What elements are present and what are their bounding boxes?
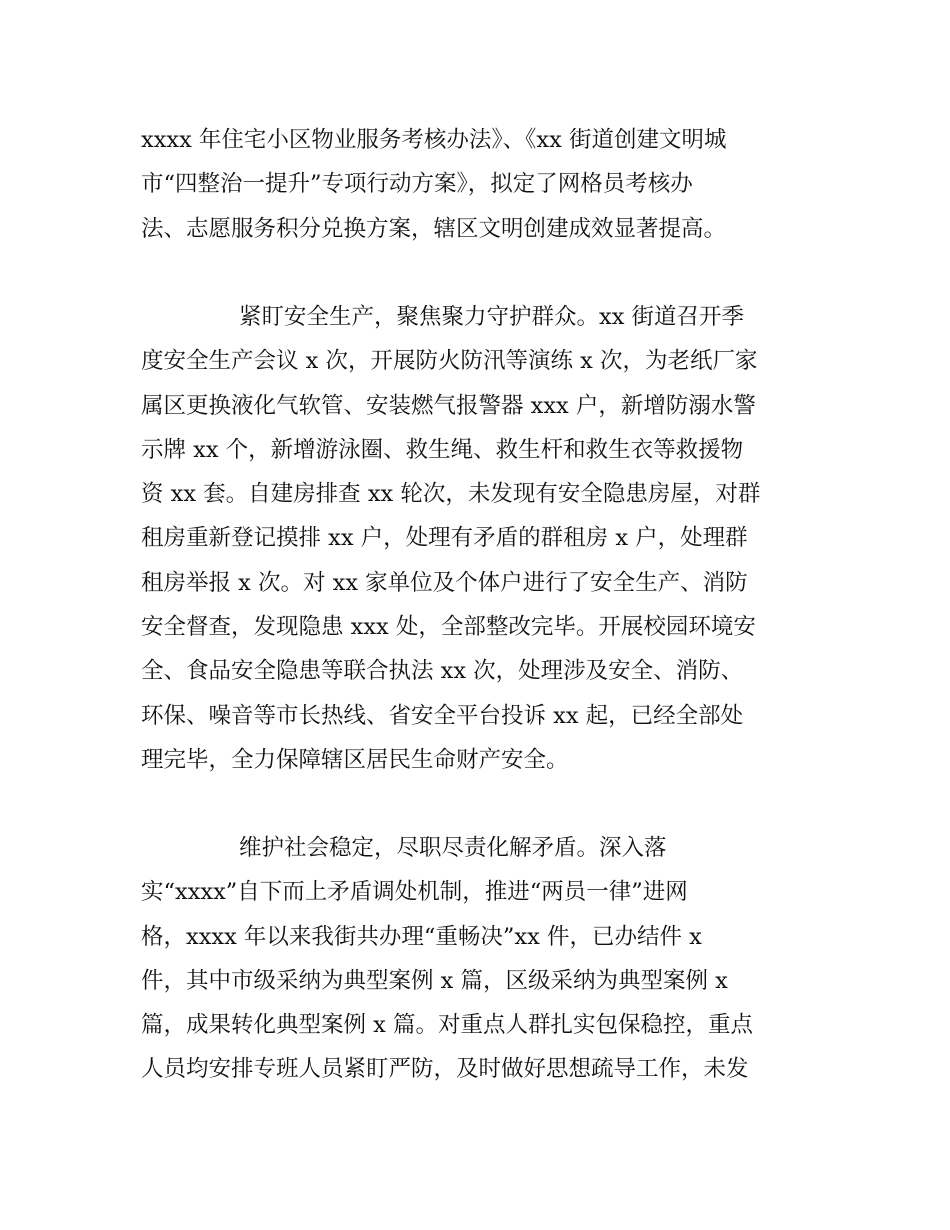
text-line: 人员均安排专班人员紧盯严防，及时做好思想疏导工作，未发 [141, 1056, 749, 1083]
text-line: 法、志愿服务积分兑换方案，辖区文明创建成效显著提高。 [141, 215, 727, 242]
text-line: 全、食品安全隐患等联合执法 xx 次，处理涉及安全、消防、 [141, 658, 744, 685]
paragraph-safety-production [141, 295, 821, 782]
text-line-first: 维护社会稳定，尽职尽责化解矛盾。深入落 [239, 835, 667, 861]
text-line: xxxx 年住宅小区物业服务考核办法》、《xx 街道创建文明城 [141, 127, 727, 153]
text-line: 篇，成果转化典型案例 x 篇。对重点人群扎实包保稳控，重点 [141, 1012, 753, 1039]
text-line: 格，xxxx 年以来我街共办理“重畅决”xx 件，已办结件 x [141, 923, 702, 950]
text-line: 租房举报 x 次。对 xx 家单位及个体户进行了安全生产、消防 [141, 569, 748, 596]
text-line: 市“四整治一提升”专项行动方案》，拟定了网格员考核办 [141, 171, 693, 198]
text-line: 度安全生产会议 x 次，开展防火防汛等演练 x 次，为老纸厂家 [141, 348, 758, 375]
text-line: 安全督查，发现隐患 xxx 处，全部整改完毕。开展校园环境安 [141, 614, 756, 641]
text-line: 环保、噪音等市长热线、省安全平台投诉 xx 起，已经全部处 [141, 702, 744, 729]
text-line: 属区更换液化气软管、安装燃气报警器 xxx 户，新增防溺水警 [141, 392, 756, 419]
text-line: 件，其中市级采纳为典型案例 x 篇，区级采纳为典型案例 x [141, 967, 728, 994]
paragraph-continuation [141, 118, 821, 251]
text-line: 资 xx 套。自建房排查 xx 轮次，未发现有安全隐患房屋，对群 [141, 481, 761, 508]
text-line: 租房重新登记摸排 xx 户，处理有矛盾的群租房 x 户，处理群 [141, 525, 748, 552]
text-line-first: 紧盯安全生产，聚焦聚力守护群众。xx 街道召开季 [239, 304, 745, 330]
text-line: 实“xxxx”自下而上矛盾调处机制，推进“两员一律”进网 [141, 879, 688, 906]
paragraph-social-stability [141, 826, 821, 1092]
text-line: 理完毕，全力保障辖区居民生命财产安全。 [141, 746, 569, 773]
text-line: 示牌 xx 个，新增游泳圈、救生绳、救生杆和救生衣等救援物 [141, 436, 744, 463]
